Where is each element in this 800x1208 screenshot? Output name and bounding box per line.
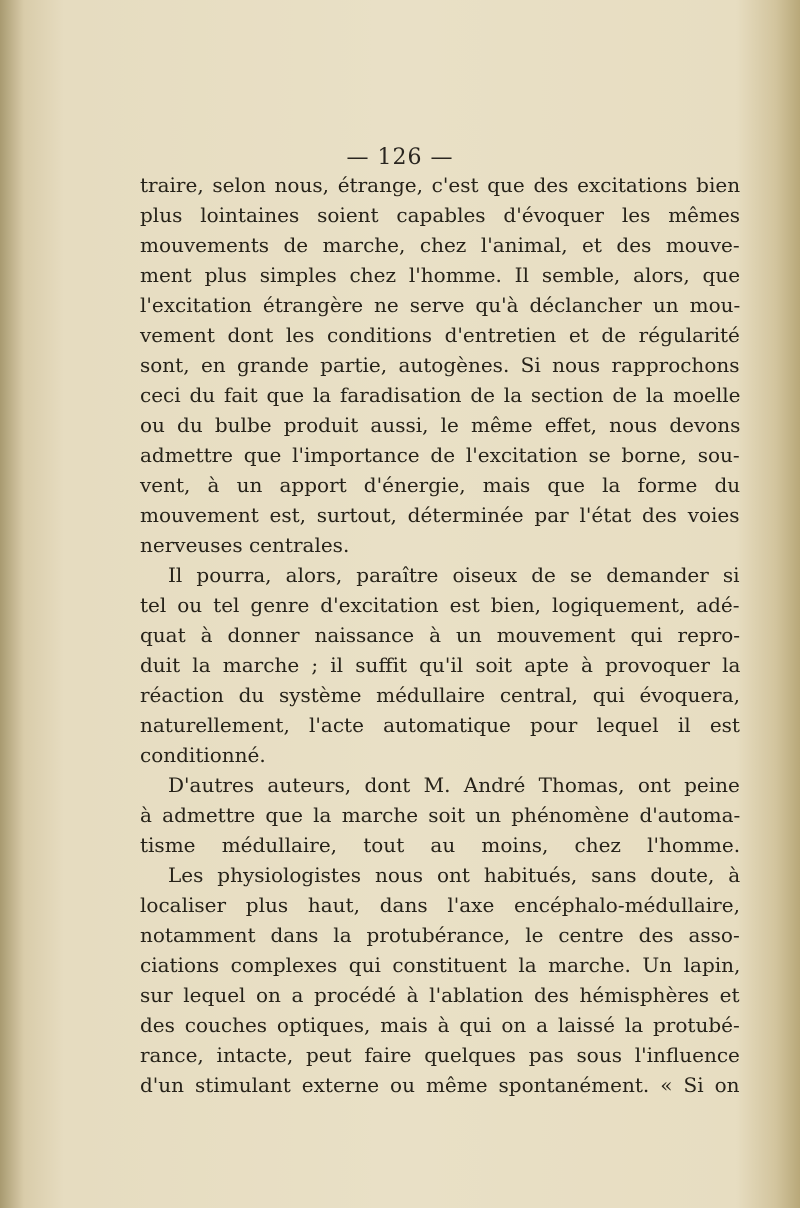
text-line: d'un stimulant externe ou même spontanément. « Si on	[140, 1073, 740, 1097]
text-line: vement dont les conditions d'entretien et de régularité	[140, 323, 740, 347]
text-line: D'autres auteurs, dont M. André Thomas, ont peine	[168, 773, 740, 797]
text-line: duit la marche ; il suffit qu'il soit apte à provoquer la	[140, 653, 741, 677]
text-line: ciations complexes qui constituent la marche. Un lapin,	[140, 953, 741, 977]
text-line: Les physiologistes nous ont habitués, sans doute, à	[168, 863, 741, 887]
text-line: notamment dans la protubérance, le centre des asso-	[140, 923, 740, 947]
text-line: des couches optiques, mais à qui on a laissé la protubé-	[140, 1013, 740, 1037]
page-number: — 126 —	[346, 145, 454, 170]
text-line: nerveuses centrales.	[140, 533, 350, 557]
text-line: sont, en grande partie, autogènes. Si nous rapprochons	[140, 353, 740, 377]
text-line: plus lointaines soient capables d'évoquer les mêmes	[140, 203, 741, 227]
text-line: Il pourra, alors, paraître oiseux de se demander si	[168, 563, 740, 587]
text-line: ment plus simples chez l'homme. Il semble, alors, que	[140, 263, 741, 287]
text-line: traire, selon nous, étrange, c'est que des excitations bien	[140, 173, 741, 197]
text-line: mouvement est, surtout, déterminée par l'état des voies	[140, 503, 740, 527]
text-line: admettre que l'importance de l'excitation se borne, sou-	[140, 443, 740, 467]
text-line: naturellement, l'acte automatique pour lequel il est	[140, 713, 740, 737]
text-line: tel ou tel genre d'excitation est bien, logiquement, adé-	[140, 593, 740, 617]
text-line: ou du bulbe produit aussi, le même effet, nous devons	[140, 413, 741, 437]
text-line: réaction du système médullaire central, qui évoquera,	[140, 683, 741, 707]
text-line: sur lequel on a procédé à l'ablation des hémisphères et	[140, 983, 740, 1007]
text-line: ceci du fait que la faradisation de la section de la moelle	[140, 383, 741, 407]
text-line: mouvements de marche, chez l'animal, et des mouve-	[140, 233, 740, 257]
text-line: quat à donner naissance à un mouvement qui repro-	[140, 623, 741, 647]
text-line: l'excitation étrangère ne serve qu'à déclancher un mou-	[140, 293, 741, 317]
text-line: conditionné.	[140, 743, 266, 767]
text-line: vent, à un apport d'énergie, mais que la forme du	[140, 473, 741, 497]
text-line: à admettre que la marche soit un phénomène d'automa-	[140, 803, 741, 827]
text-line: tisme médullaire, tout au moins, chez l'homme.	[140, 833, 741, 857]
text-line: rance, intacte, peut faire quelques pas sous l'influence	[140, 1043, 740, 1067]
text-line: localiser plus haut, dans l'axe encéphalo-médullaire,	[140, 893, 740, 917]
